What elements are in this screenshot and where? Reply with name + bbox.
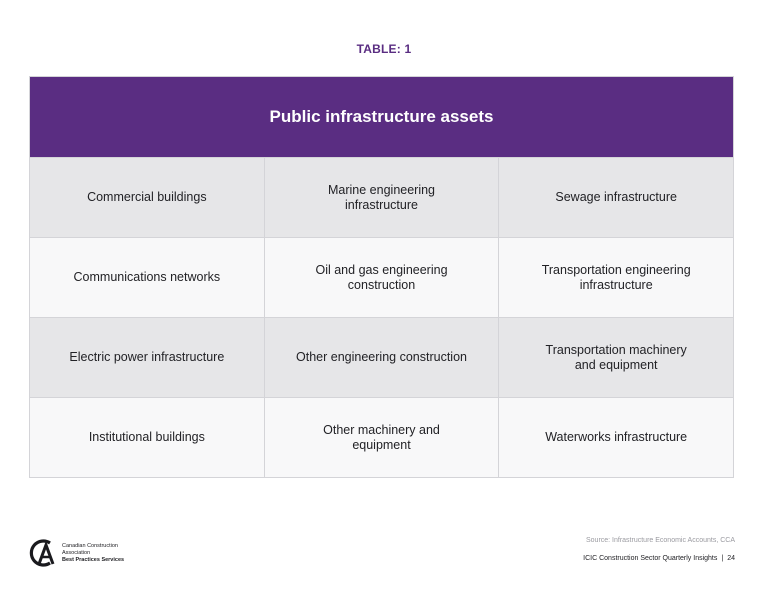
table-row xyxy=(30,237,733,317)
table-cell: Transportation machinery and equipment xyxy=(498,318,733,397)
table-header: Public infrastructure assets xyxy=(30,77,733,157)
table-cell: Transportation engineering infrastructure xyxy=(498,238,733,317)
table-cell: Electric power infrastructure xyxy=(69,350,225,364)
table-cell: Other engineering construction xyxy=(264,318,499,397)
logo-line: Best Practices Services xyxy=(62,556,125,563)
table-cell: Commercial buildings xyxy=(87,190,207,204)
cca-logo-icon xyxy=(28,537,58,569)
page-footer xyxy=(583,555,735,562)
cca-logo xyxy=(28,537,124,569)
footer-separator: | xyxy=(721,555,724,562)
table-cell: Marine engineering infrastructure xyxy=(264,158,499,237)
table-cell: Other machinery and equipment xyxy=(264,398,499,477)
publication-title: ICIC Construction Sector Quarterly Insights xyxy=(583,555,718,562)
table-label: TABLE: 1 xyxy=(356,42,412,56)
table-row xyxy=(30,397,733,477)
source-note: Source: Infrastructure Economic Accounts, CCA xyxy=(585,537,735,544)
table-row xyxy=(30,317,733,397)
logo-text xyxy=(62,543,124,564)
table-cell: Institutional buildings xyxy=(88,430,205,444)
logo-line: Canadian Construction xyxy=(62,542,118,549)
table-cell: Sewage infrastructure xyxy=(498,158,733,237)
table-cell: Communications networks xyxy=(73,270,221,284)
infrastructure-assets-table xyxy=(29,76,734,478)
table-row xyxy=(30,157,733,237)
table-cell: Waterworks infrastructure xyxy=(498,398,733,477)
table-cell: Oil and gas engineering construction xyxy=(264,238,499,317)
logo-line: Association xyxy=(62,549,91,556)
page-number: 24 xyxy=(727,555,735,562)
